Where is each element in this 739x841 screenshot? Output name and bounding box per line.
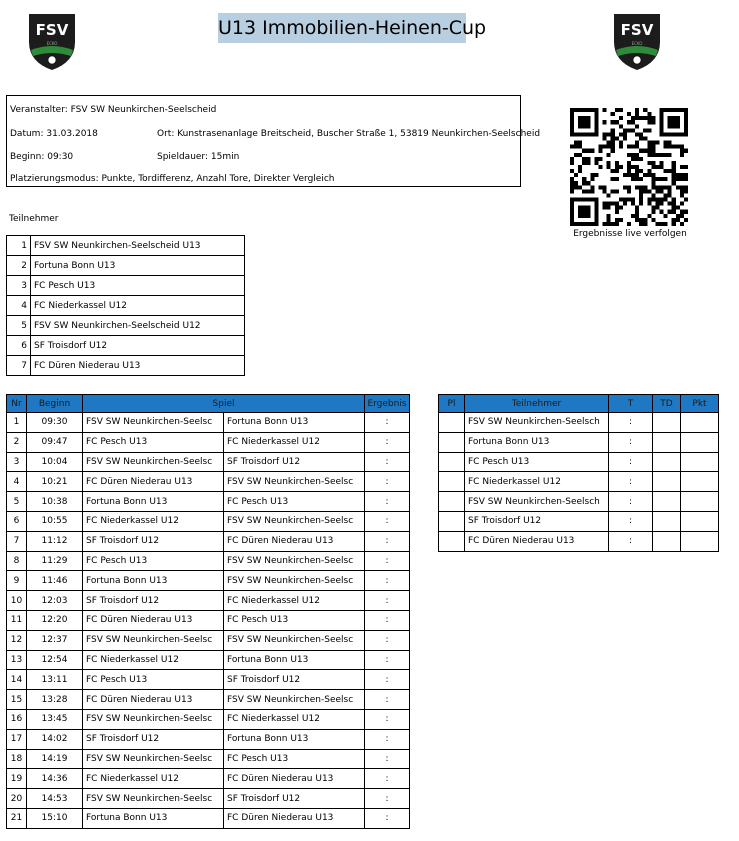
- match-row: [7, 650, 410, 670]
- match-start-time: 09:47: [27, 432, 83, 452]
- home-team: FSV SW Neunkirchen-Seelsc: [83, 630, 224, 650]
- match-number: 7: [7, 531, 27, 551]
- location-text: Ort: Kunstrasenanlage Breitscheid, Buscher Straße 1, 53819 Neunkirchen-Seelscheid: [157, 129, 541, 139]
- participant-row: [7, 256, 245, 276]
- participant-name: FSV SW Neunkirchen-Seelscheid U13: [31, 236, 245, 256]
- participant-number: 7: [7, 356, 31, 376]
- away-team: FC Niederkassel U12: [224, 709, 365, 729]
- match-row: [7, 610, 410, 630]
- participant-name: SF Troisdorf U12: [31, 336, 245, 356]
- home-team: FC Düren Niederau U13: [83, 690, 224, 710]
- away-team: FC Pesch U13: [224, 610, 365, 630]
- home-team: FSV SW Neunkirchen-Seelsc: [83, 413, 224, 433]
- place-cell: [439, 472, 465, 492]
- goal-difference-cell: [653, 432, 681, 452]
- match-start-time: 14:36: [27, 769, 83, 789]
- match-number: 21: [7, 808, 27, 828]
- match-result: :: [365, 492, 410, 512]
- match-result: :: [365, 769, 410, 789]
- match-number: 4: [7, 472, 27, 492]
- match-number: 10: [7, 591, 27, 611]
- team-name: FSV SW Neunkirchen-Seelsch: [465, 492, 609, 512]
- match-number: 2: [7, 432, 27, 452]
- logo-subtext: ECKO: [631, 41, 643, 46]
- points-cell: [681, 492, 719, 512]
- tournament-info-box: [6, 95, 541, 187]
- home-team: FC Pesch U13: [83, 670, 224, 690]
- match-start-time: 12:20: [27, 610, 83, 630]
- participant-row: [7, 356, 245, 376]
- header-start: Beginn: [27, 395, 83, 413]
- match-result: :: [365, 690, 410, 710]
- points-cell: [681, 472, 719, 492]
- away-team: FC Düren Niederau U13: [224, 808, 365, 828]
- points-cell: [681, 452, 719, 472]
- match-number: 8: [7, 551, 27, 571]
- participant-row: [7, 336, 245, 356]
- match-result: :: [365, 729, 410, 749]
- match-start-time: 11:46: [27, 571, 83, 591]
- match-result: :: [365, 571, 410, 591]
- match-number: 9: [7, 571, 27, 591]
- match-start-time: 09:30: [27, 413, 83, 433]
- header-goals: T: [609, 395, 653, 413]
- team-name: FC Pesch U13: [465, 452, 609, 472]
- home-team: SF Troisdorf U12: [83, 531, 224, 551]
- goals-cell: :: [609, 492, 653, 512]
- home-team: Fortuna Bonn U13: [83, 571, 224, 591]
- match-row: [7, 630, 410, 650]
- match-row: [7, 709, 410, 729]
- home-team: Fortuna Bonn U13: [83, 492, 224, 512]
- participant-name: Fortuna Bonn U13: [31, 256, 245, 276]
- home-team: SF Troisdorf U12: [83, 729, 224, 749]
- match-start-time: 12:54: [27, 650, 83, 670]
- home-team: FC Pesch U13: [83, 551, 224, 571]
- match-start-time: 13:45: [27, 709, 83, 729]
- match-result: :: [365, 789, 410, 809]
- match-result: :: [365, 511, 410, 531]
- away-team: Fortuna Bonn U13: [224, 650, 365, 670]
- match-number: 3: [7, 452, 27, 472]
- match-row: [7, 729, 410, 749]
- away-team: FSV SW Neunkirchen-Seelsc: [224, 690, 365, 710]
- match-result: :: [365, 808, 410, 828]
- place-cell: [439, 452, 465, 472]
- participant-row: [7, 276, 245, 296]
- match-start-time: 10:38: [27, 492, 83, 512]
- match-row: [7, 749, 410, 769]
- match-start-time: 12:03: [27, 591, 83, 611]
- away-team: Fortuna Bonn U13: [224, 729, 365, 749]
- place-cell: [439, 492, 465, 512]
- standings-row: [439, 432, 719, 452]
- goal-difference-cell: [653, 413, 681, 433]
- place-cell: [439, 511, 465, 531]
- start-time-text: Beginn: 09:30: [10, 152, 74, 162]
- away-team: FC Niederkassel U12: [224, 432, 365, 452]
- home-team: FSV SW Neunkirchen-Seelsc: [83, 709, 224, 729]
- place-cell: [439, 413, 465, 433]
- match-duration-text: Spieldauer: 15min: [157, 152, 240, 162]
- participant-row: [7, 236, 245, 256]
- match-row: [7, 591, 410, 611]
- participant-name: FC Düren Niederau U13: [31, 356, 245, 376]
- away-team: Fortuna Bonn U13: [224, 413, 365, 433]
- logo-text: FSV: [620, 21, 654, 39]
- qr-code[interactable]: [570, 108, 688, 226]
- match-row: [7, 432, 410, 452]
- match-number: 19: [7, 769, 27, 789]
- logo-subtext: ECKO: [46, 41, 58, 46]
- away-team: FSV SW Neunkirchen-Seelsc: [224, 551, 365, 571]
- goal-difference-cell: [653, 492, 681, 512]
- match-start-time: 14:02: [27, 729, 83, 749]
- match-row: [7, 452, 410, 472]
- away-team: FC Pesch U13: [224, 749, 365, 769]
- participant-name: FC Niederkassel U12: [31, 296, 245, 316]
- match-result: :: [365, 610, 410, 630]
- away-team: SF Troisdorf U12: [224, 789, 365, 809]
- away-team: SF Troisdorf U12: [224, 452, 365, 472]
- home-team: FC Niederkassel U12: [83, 769, 224, 789]
- away-team: FSV SW Neunkirchen-Seelsc: [224, 472, 365, 492]
- match-result: :: [365, 531, 410, 551]
- match-schedule-table: [6, 394, 410, 829]
- away-team: FC Düren Niederau U13: [224, 531, 365, 551]
- home-team: SF Troisdorf U12: [83, 591, 224, 611]
- standings-row: [439, 472, 719, 492]
- match-row: [7, 492, 410, 512]
- participant-number: 1: [7, 236, 31, 256]
- home-team: FC Niederkassel U12: [83, 511, 224, 531]
- match-row: [7, 413, 410, 433]
- team-name: FC Niederkassel U12: [465, 472, 609, 492]
- header-place: Pl: [439, 395, 465, 413]
- header-team: Teilnehmer: [465, 395, 609, 413]
- points-cell: [681, 531, 719, 551]
- qr-caption: Ergebnisse live verfolgen: [573, 229, 687, 239]
- home-team: FSV SW Neunkirchen-Seelsc: [83, 789, 224, 809]
- standings-row: [439, 531, 719, 551]
- participant-number: 3: [7, 276, 31, 296]
- match-start-time: 10:21: [27, 472, 83, 492]
- match-row: [7, 571, 410, 591]
- match-number: 17: [7, 729, 27, 749]
- standings-row: [439, 413, 719, 433]
- team-name: FSV SW Neunkirchen-Seelsch: [465, 413, 609, 433]
- match-result: :: [365, 472, 410, 492]
- participants-heading: Teilnehmer: [9, 214, 59, 224]
- match-number: 13: [7, 650, 27, 670]
- goal-difference-cell: [653, 452, 681, 472]
- match-result: :: [365, 630, 410, 650]
- participant-name: FC Pesch U13: [31, 276, 245, 296]
- home-team: FSV SW Neunkirchen-Seelsc: [83, 749, 224, 769]
- place-cell: [439, 531, 465, 551]
- home-team: FC Pesch U13: [83, 432, 224, 452]
- match-row: [7, 472, 410, 492]
- points-cell: [681, 511, 719, 531]
- match-row: [7, 769, 410, 789]
- participant-number: 2: [7, 256, 31, 276]
- goals-cell: :: [609, 452, 653, 472]
- match-result: :: [365, 432, 410, 452]
- participant-name: FSV SW Neunkirchen-Seelscheid U12: [31, 316, 245, 336]
- match-start-time: 12:37: [27, 630, 83, 650]
- home-team: FC Niederkassel U12: [83, 650, 224, 670]
- away-team: SF Troisdorf U12: [224, 670, 365, 690]
- points-cell: [681, 432, 719, 452]
- match-result: :: [365, 709, 410, 729]
- home-team: FC Düren Niederau U13: [83, 610, 224, 630]
- team-name: SF Troisdorf U12: [465, 511, 609, 531]
- match-number: 15: [7, 690, 27, 710]
- match-number: 6: [7, 511, 27, 531]
- match-start-time: 11:29: [27, 551, 83, 571]
- away-team: FC Pesch U13: [224, 492, 365, 512]
- match-row: [7, 789, 410, 809]
- goals-cell: :: [609, 531, 653, 551]
- team-name: FC Düren Niederau U13: [465, 531, 609, 551]
- header-goal-difference: TD: [653, 395, 681, 413]
- match-row: [7, 511, 410, 531]
- match-number: 5: [7, 492, 27, 512]
- match-number: 18: [7, 749, 27, 769]
- club-logo-right: [612, 12, 662, 72]
- participants-table: [6, 235, 245, 376]
- match-number: 11: [7, 610, 27, 630]
- match-number: 20: [7, 789, 27, 809]
- match-row: [7, 551, 410, 571]
- points-cell: [681, 413, 719, 433]
- match-start-time: 14:53: [27, 789, 83, 809]
- away-team: FC Düren Niederau U13: [224, 769, 365, 789]
- club-logo-left: [27, 12, 77, 72]
- match-result: :: [365, 749, 410, 769]
- goals-cell: :: [609, 511, 653, 531]
- participant-row: [7, 316, 245, 336]
- participant-number: 4: [7, 296, 31, 316]
- standings-row: [439, 452, 719, 472]
- date-text: Datum: 31.03.2018: [10, 129, 98, 139]
- match-result: :: [365, 670, 410, 690]
- header-match: Spiel: [83, 395, 365, 413]
- match-start-time: 15:10: [27, 808, 83, 828]
- match-start-time: 13:28: [27, 690, 83, 710]
- participant-number: 6: [7, 336, 31, 356]
- header-result: Ergebnis: [365, 395, 410, 413]
- match-row: [7, 808, 410, 828]
- goal-difference-cell: [653, 472, 681, 492]
- goals-cell: :: [609, 472, 653, 492]
- away-team: FC Niederkassel U12: [224, 591, 365, 611]
- header-nr: Nr: [7, 395, 27, 413]
- header-points: Pkt: [681, 395, 719, 413]
- standings-row: [439, 511, 719, 531]
- match-result: :: [365, 413, 410, 433]
- match-start-time: 13:11: [27, 670, 83, 690]
- match-number: 1: [7, 413, 27, 433]
- goals-cell: :: [609, 413, 653, 433]
- ranking-mode-text: Platzierungsmodus: Punkte, Tordifferenz, Anzahl Tore, Direkter Vergleich: [10, 174, 335, 184]
- match-start-time: 11:12: [27, 531, 83, 551]
- place-cell: [439, 432, 465, 452]
- organizer-text: Veranstalter: FSV SW Neunkirchen-Seelscheid: [10, 105, 217, 115]
- match-row: [7, 690, 410, 710]
- match-start-time: 10:55: [27, 511, 83, 531]
- page-title: U13 Immobilien-Heinen-Cup: [218, 13, 466, 43]
- match-result: :: [365, 452, 410, 472]
- match-row: [7, 531, 410, 551]
- match-start-time: 10:04: [27, 452, 83, 472]
- away-team: FSV SW Neunkirchen-Seelsc: [224, 630, 365, 650]
- match-row: [7, 670, 410, 690]
- match-start-time: 14:19: [27, 749, 83, 769]
- goals-cell: :: [609, 432, 653, 452]
- home-team: Fortuna Bonn U13: [83, 808, 224, 828]
- logo-text: FSV: [35, 21, 69, 39]
- team-name: Fortuna Bonn U13: [465, 432, 609, 452]
- away-team: FSV SW Neunkirchen-Seelsc: [224, 571, 365, 591]
- standings-table: [438, 394, 719, 552]
- match-result: :: [365, 650, 410, 670]
- match-number: 12: [7, 630, 27, 650]
- match-number: 14: [7, 670, 27, 690]
- goal-difference-cell: [653, 511, 681, 531]
- participant-row: [7, 296, 245, 316]
- goal-difference-cell: [653, 531, 681, 551]
- match-result: :: [365, 591, 410, 611]
- away-team: FSV SW Neunkirchen-Seelsc: [224, 511, 365, 531]
- home-team: FSV SW Neunkirchen-Seelsc: [83, 452, 224, 472]
- participant-number: 5: [7, 316, 31, 336]
- standings-row: [439, 492, 719, 512]
- home-team: FC Düren Niederau U13: [83, 472, 224, 492]
- match-number: 16: [7, 709, 27, 729]
- match-result: :: [365, 551, 410, 571]
